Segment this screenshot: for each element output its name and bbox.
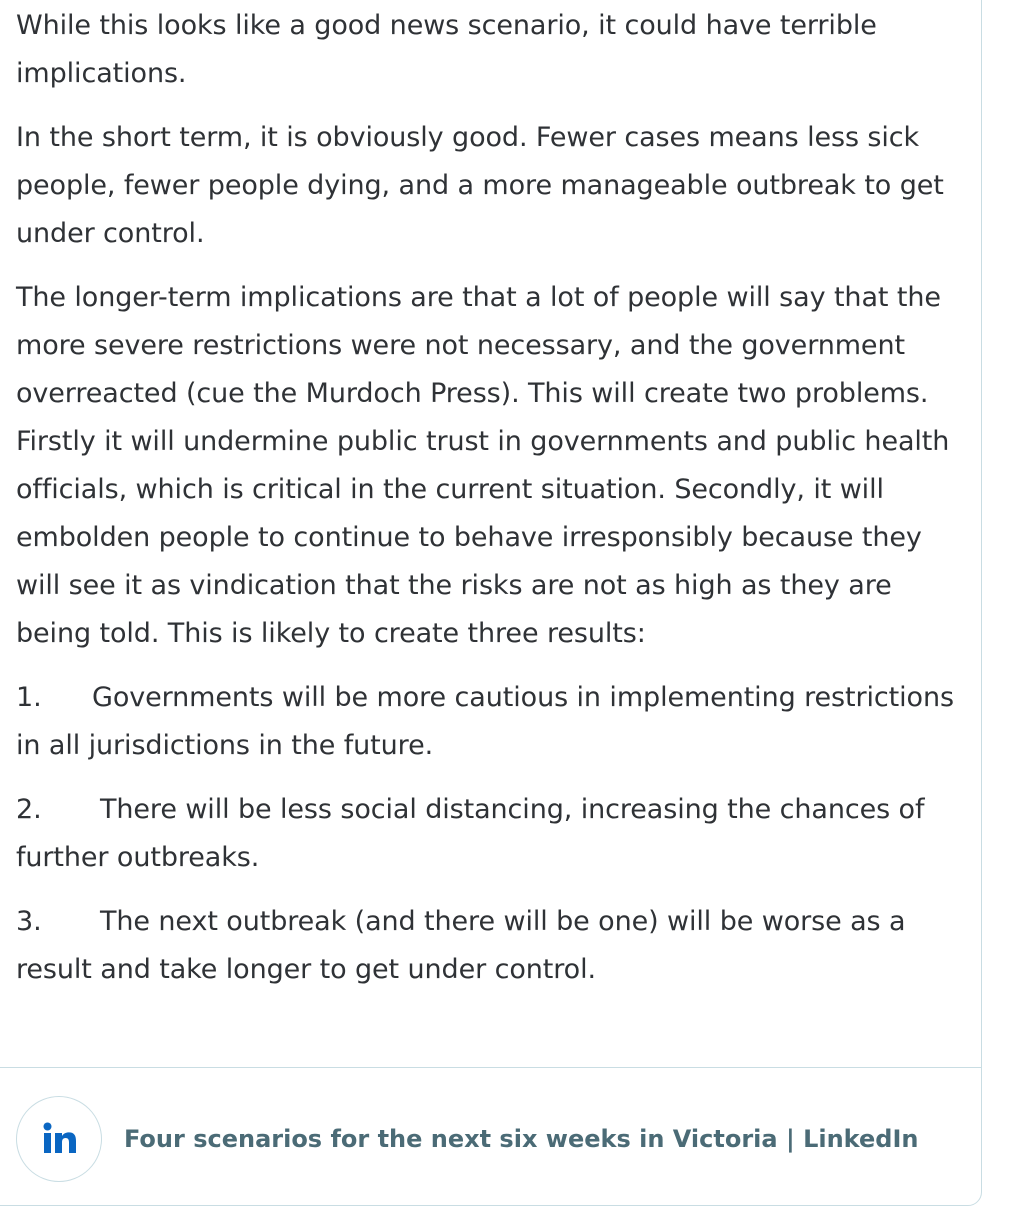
paragraph: While this looks like a good news scenario, it could have terrible implications. [16, 10, 877, 89]
link-preview-title[interactable]: Four scenarios for the next six weeks in Victoria | LinkedIn [124, 1125, 919, 1153]
list-number: 3. [16, 906, 42, 937]
article-body [16, 2, 961, 1010]
list-text: There will be less social distancing, increasing the chances of further outbreaks. [16, 794, 925, 873]
list-number: 2. [16, 794, 42, 825]
list-text: The next outbreak (and there will be one) will be worse as a result and take longer to get under control. [16, 906, 906, 985]
list-item [16, 786, 961, 882]
list-item [16, 898, 961, 994]
paragraph: In the short term, it is obviously good. Fewer cases means less sick people, fewer people dying, and a more manageable outbreak to get under control. [16, 122, 944, 249]
list-text: Governments will be more cautious in implementing restrictions in all jurisdictions in the future. [16, 682, 954, 761]
divider [0, 1067, 982, 1068]
list-item [16, 674, 961, 770]
list-number: 1. [16, 682, 42, 713]
link-preview[interactable] [16, 1094, 918, 1184]
paragraph: The longer-term implications are that a lot of people will say that the more severe restrictions were not necessary, and the government overreacted (cue the Murdoch Press). This will create two problems. Firstly it will undermine public trust in governments and public health officials, which is critical in the current situation. Secondly, it will embolden people to continue to behave irresponsibly because they will see it as vindication that the risks are not as high as they are being told. This is likely to create three results: [16, 282, 950, 649]
linkedin-icon [16, 1096, 102, 1182]
